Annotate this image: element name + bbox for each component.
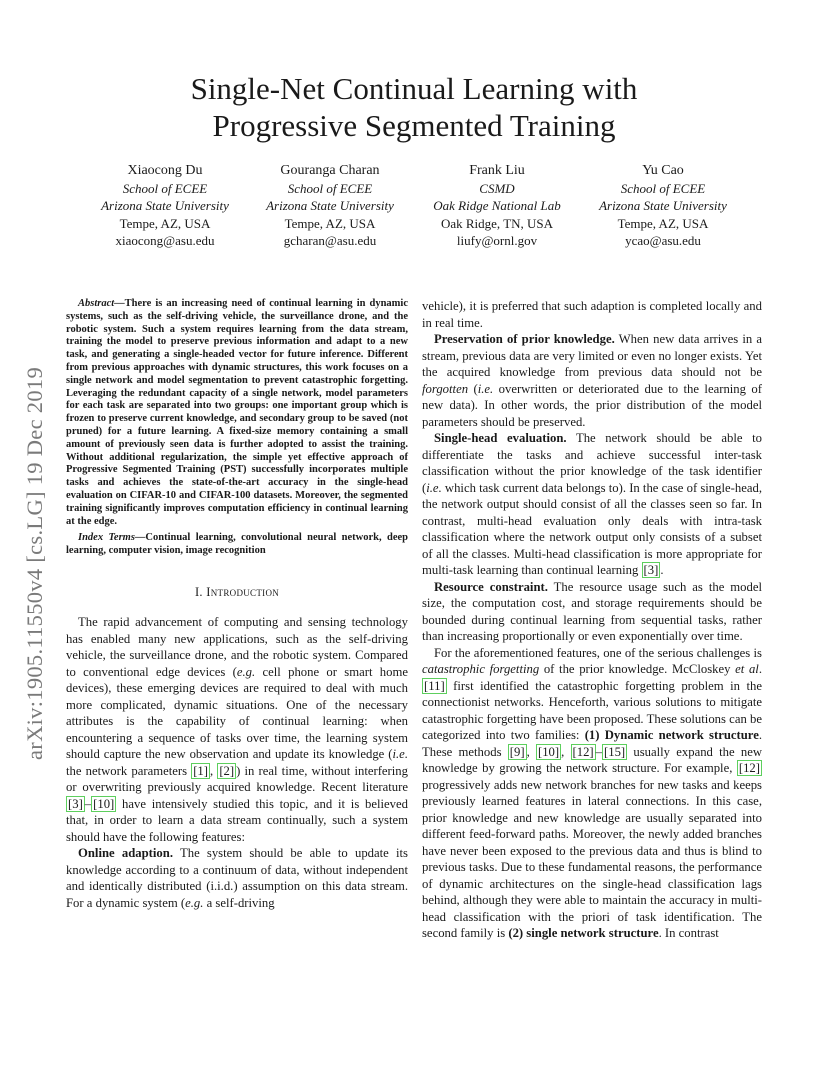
abstract bbox=[66, 298, 408, 528]
section-heading bbox=[66, 584, 408, 601]
text-run: i.e. bbox=[392, 747, 408, 762]
citation-link[interactable]: [10] bbox=[537, 744, 560, 759]
author-dept: School of ECEE bbox=[620, 181, 706, 197]
citation-link[interactable]: [12] bbox=[738, 761, 760, 775]
text-run: progressively adds new network branches for new tasks and keeps previously learned features in lateral connections. In this case, prior knowledge and new knowledge are usually separated into different feed-forward paths. Moreover, the newly added branches have never been exposed to the previous data and thus is blind to previous tasks. Due to these fundamental reasons, the performance of dynamic architectures on the single-head classification lags behind, although they were able to maintain the accuracy in multi-head classification with the priori of task identification. The second family is bbox=[422, 777, 762, 940]
text-run: the network parameters bbox=[66, 763, 192, 778]
author-name: Xiaocong Du bbox=[127, 163, 203, 178]
author-org: Arizona State University bbox=[266, 198, 394, 214]
text-run: The network should be able to differentiate the tasks and achieve successful inter-task classification without the prior knowledge of the task identifier ( bbox=[422, 431, 763, 495]
author-email: gcharan@asu.edu bbox=[283, 232, 377, 248]
text-run: et al bbox=[735, 662, 759, 676]
text-run: (1) Dynamic network structure bbox=[584, 728, 759, 742]
author-name: Frank Liu bbox=[469, 163, 525, 178]
text-run: which task current data belongs to). In the case of single-head, the network output should consist of all the classes seen so far. In contrast, multi-head evaluation only deals with intra-task classification where the network output only consists of a subset of all the classes. Multi-head classification is more appropriate for multi-task learning than continual learning bbox=[422, 480, 762, 577]
paragraph-heading: Single-head evaluation. bbox=[434, 431, 567, 445]
text-run: ( bbox=[468, 381, 478, 396]
author-email: xiaocong@asu.edu bbox=[115, 232, 215, 248]
text-run: (2) single network structure bbox=[508, 926, 659, 940]
text-run: first identified the catastrophic forgetting problem in the connectionist networks. Henceforth, various solutions to mitigate catastrophic forgetting have been proposed. These solutions can be categorized into two families: bbox=[422, 678, 762, 742]
paragraph-heading: Online adaption. bbox=[78, 846, 173, 861]
author-name: Yu Cao bbox=[642, 163, 684, 178]
index-terms-label: Index Terms bbox=[78, 532, 135, 544]
author-name: Gouranga Charan bbox=[280, 163, 380, 178]
index-terms-text: —Continual learning, convolutional neural network, deep learning, computer vision, image recognition bbox=[66, 532, 408, 557]
paragraph-heading: Preservation of prior knowledge. bbox=[434, 332, 615, 346]
citation-link[interactable]: [11] bbox=[424, 678, 445, 693]
citation-link[interactable]: [15] bbox=[604, 744, 626, 759]
author-location: Tempe, AZ, USA bbox=[284, 215, 376, 231]
intro-paragraph-2 bbox=[66, 845, 408, 911]
author-1 bbox=[90, 162, 240, 249]
text-run: . In contrast bbox=[658, 926, 719, 940]
citation-link[interactable]: [9] bbox=[509, 744, 525, 759]
text-run: The resource usage such as the model size, the computation cost, and storage requirements should be bounded during continual learning from sequential tasks, rather than increasing proportionally or even exponentially over time. bbox=[422, 579, 762, 643]
text-run: e.g. bbox=[185, 895, 204, 910]
author-block bbox=[90, 162, 740, 252]
text-run: ) in real time, without interfering or overwriting previously acquired knowledge. Recent literature bbox=[66, 763, 408, 795]
citation-link[interactable]: [1] bbox=[193, 763, 208, 778]
index-terms bbox=[66, 532, 408, 558]
right-paragraph-3 bbox=[422, 579, 762, 645]
citation-link[interactable]: [12] bbox=[572, 744, 594, 759]
text-run: , bbox=[526, 744, 536, 759]
text-run: When new data arrives in a stream, previous data are very limited or even no longer exists. Yet the acquired knowledge from previous data should not be bbox=[422, 332, 762, 379]
left-column bbox=[66, 298, 408, 911]
author-location: Tempe, AZ, USA bbox=[617, 215, 709, 231]
citation-link[interactable]: [10] bbox=[93, 796, 115, 811]
citation-link[interactable]: [3] bbox=[643, 563, 659, 577]
text-run: , bbox=[209, 763, 218, 778]
text-run: . bbox=[758, 662, 762, 676]
author-dept: CSMD bbox=[479, 181, 515, 197]
text-run: catastrophic forgetting bbox=[422, 662, 540, 676]
author-dept: School of ECEE bbox=[122, 181, 208, 197]
author-org: Arizona State University bbox=[599, 198, 727, 214]
text-run: usually expand the new knowledge by growing the network structure. For example, bbox=[422, 744, 762, 775]
section-title: Introduction bbox=[206, 584, 280, 599]
paragraph-heading: Resource constraint. bbox=[434, 579, 548, 594]
text-run: – bbox=[595, 744, 602, 759]
text-run: have intensively studied this topic, and it is believed that, in order to learn a data stream continually, such a system should have the following features: bbox=[66, 796, 408, 844]
text-run: i.e. bbox=[426, 480, 442, 495]
text-run: overwritten or deteriorated due to the learning of new data). In other words, the prior distribution of the model parameters should be preserved. bbox=[422, 381, 762, 429]
arxiv-stamp: arXiv:1905.11550v4 [cs.LG] 19 Dec 2019 bbox=[22, 367, 47, 760]
title-line-2: Progressive Segmented Training bbox=[212, 108, 616, 143]
text-run: For the aforementioned features, one of the serious challenges is bbox=[434, 645, 762, 660]
author-email: liufy@ornl.gov bbox=[456, 232, 538, 248]
abstract-label: Abstract bbox=[78, 298, 115, 309]
abstract-text: —There is an increasing need of continual learning in dynamic systems, such as the self-driving vehicle, the surveillance drone, and the robotic system. Such a system requires learning from the data stream, training the model to preserve previous information and adapt to a new task, and generating a single-headed vector for future inference. Different from previous approaches with dynamic structures, this work focuses on a single network and model segmentation to prevent catastrophic forgetting. Leveraging the redundant capacity of a single network, model parameters for each task are separated into two groups: one important group which is frozen to preserve current knowledge, and secondary group to be saved (not pruned) for a future learning. A fixed-size memory containing a small amount of previously seen data is further adopted to assist the training. Without additional regularization, the simple yet effective approach of Progressive Segmented Training (PST) successfully incorporates multiple tasks and achieves the state-of-the-art accuracy in the single-head evaluation on CIFAR-10 and CIFAR-100 datasets. Moreover, the segmented training significantly improves computation efficiency in continual learning at the edge. bbox=[66, 298, 408, 527]
intro-paragraph-1 bbox=[66, 614, 408, 845]
title-line-1: Single-Net Continual Learning with bbox=[190, 71, 638, 106]
text-run: – bbox=[84, 796, 92, 811]
author-location: Tempe, AZ, USA bbox=[119, 215, 211, 231]
section-number: I. bbox=[194, 584, 207, 599]
text-run: e.g. bbox=[236, 664, 256, 679]
text-run: forgotten bbox=[422, 381, 469, 396]
text-run: , bbox=[561, 744, 571, 759]
author-3 bbox=[422, 162, 572, 249]
right-paragraph-4 bbox=[422, 645, 762, 942]
citation-link[interactable]: [3] bbox=[68, 796, 83, 811]
citation-link[interactable]: [2] bbox=[219, 763, 235, 778]
text-run: of the prior knowledge. McCloskey bbox=[539, 662, 736, 676]
text-run: a self-driving bbox=[203, 895, 275, 910]
right-paragraph-0: vehicle), it is preferred that such adaption is completed locally and in real time. bbox=[422, 299, 762, 330]
text-run: . bbox=[660, 563, 664, 577]
text-run: i.e. bbox=[477, 381, 494, 396]
text-run: . These methods bbox=[422, 728, 762, 759]
right-paragraph-1 bbox=[422, 331, 762, 430]
text-run: The rapid advancement of computing and sensing technology has enabled many new applications, such as the self-driving vehicle, the surveillance drone, and the robotic system. Compared to conventional edge devices ( bbox=[66, 615, 408, 679]
author-org: Arizona State University bbox=[101, 198, 229, 214]
text-run: The system should be able to update its knowledge according to a continuum of data, without independent and identically distributed (i.i.d.) assumption on this data stream. For a dynamic system ( bbox=[66, 846, 408, 910]
text-run: cell phone or smart home devices), these emerging devices are required to deal with much more complicated, dynamic situations. One of the necessary attributes is the capability of continual learning: when encountering a sequence of tasks over time, the learning system should capture the new observation and update its knowledge ( bbox=[66, 664, 408, 762]
author-org: Oak Ridge National Lab bbox=[433, 198, 561, 214]
paper-title bbox=[0, 70, 828, 144]
author-location: Oak Ridge, TN, USA bbox=[440, 215, 554, 231]
author-dept: School of ECEE bbox=[287, 181, 373, 197]
author-email: ycao@asu.edu bbox=[625, 232, 701, 248]
right-paragraph-2 bbox=[422, 430, 762, 579]
right-column bbox=[422, 298, 762, 942]
author-2 bbox=[255, 162, 405, 249]
author-4 bbox=[588, 162, 738, 249]
